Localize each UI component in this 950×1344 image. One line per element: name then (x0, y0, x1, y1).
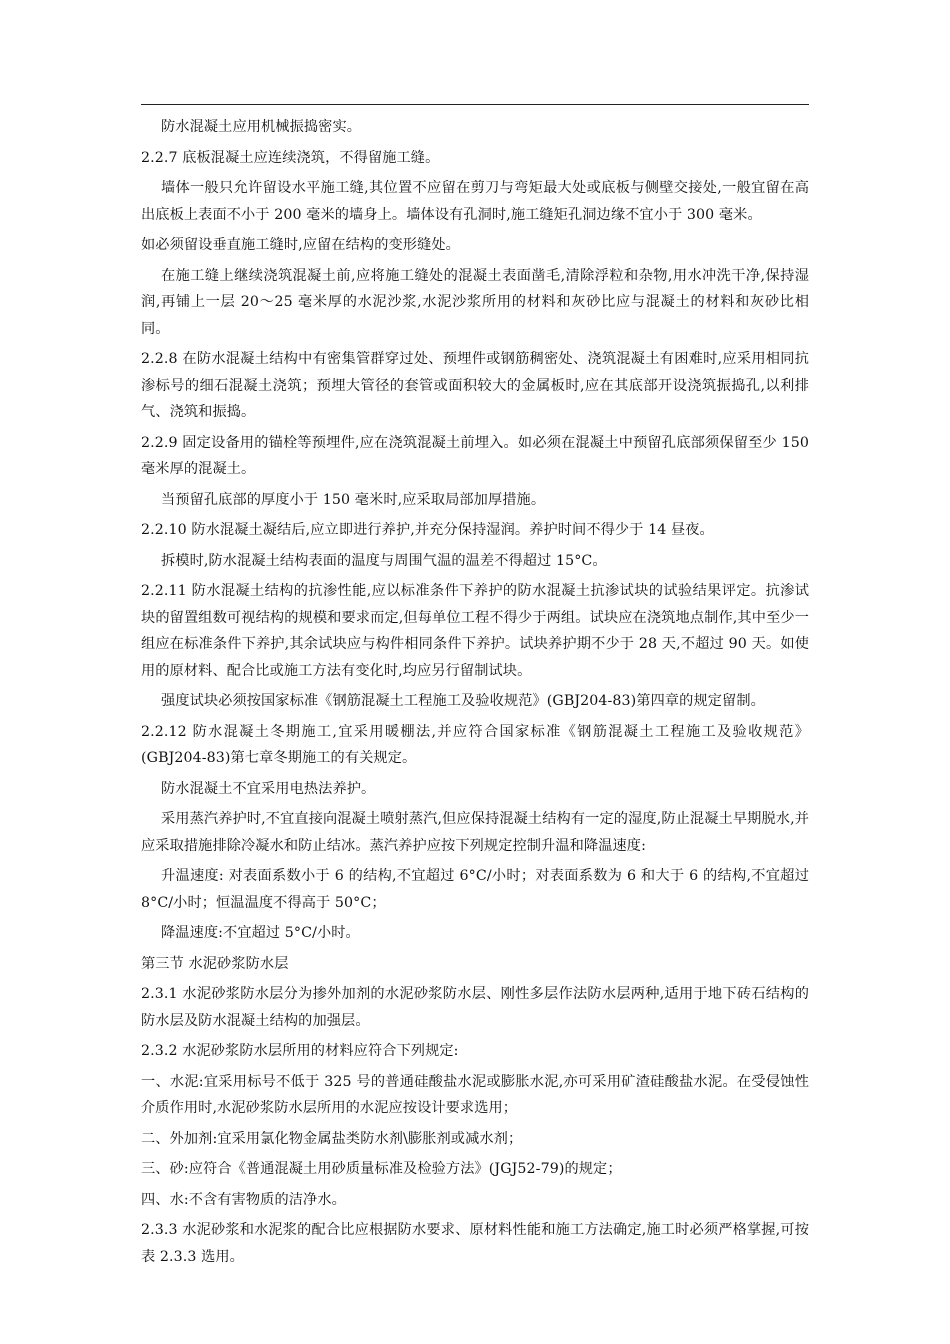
paragraph: 2.2.12 防水混凝土冬期施工,宜采用暖棚法,并应符合国家标准《钢筋混凝土工程施工及验收规范》(GBJ204-83)第七章冬期施工的有关规定。 (141, 723, 809, 766)
paragraph: 一、水泥:宜采用标号不低于 325 号的普通硅酸盐水泥或膨胀水泥,亦可采用矿渣硅酸盐水泥。在受侵蚀性介质作用时,水泥砂浆防水层所用的水泥应按设计要求选用； (141, 1073, 809, 1116)
document-body (141, 114, 809, 1274)
paragraph: 三、砂:应符合《普通混凝土用砂质量标准及检验方法》(JGJ52-79)的规定； (141, 1161, 622, 1177)
paragraph: 采用蒸汽养护时,不宜直接向混凝土喷射蒸汽,但应保持混凝土结构有一定的湿度,防止混凝土早期脱水,并应采取措施排除冷凝水和防止结冰。蒸汽养护应按下列规定控制升温和降温速度: (141, 811, 809, 854)
paragraph: 2.2.7 底板混凝土应连续浇筑，不得留施工缝。 (141, 149, 440, 166)
paragraph: 2.2.8 在防水混凝土结构中有密集管群穿过处、预埋件或钢筋稠密处、浇筑混凝土有困难时,应采用相同抗渗标号的细石混凝土浇筑；预埋大管径的套管或面积较大的金属板时,应在其底部开设浇筑振捣孔,以利排气、浇筑和振捣。 (141, 351, 809, 420)
paragraph: 墙体一般只允许留设水平施工缝,其位置不应留在剪刀与弯矩最大处或底板与侧壁交接处,一般宜留在高出底板上表面不小于 200 毫米的墙身上。墙体设有孔洞时,施工缝矩孔洞边缘不宜小于 300 毫米。 (141, 180, 809, 223)
paragraph: 降温速度:不宜超过 5°C/小时。 (161, 925, 360, 941)
paragraph: 防水混凝土不宜采用电热法养护。 (161, 780, 376, 797)
paragraph: 第三节 水泥砂浆防水层 (141, 955, 289, 972)
paragraph: 二、外加剂:宜采用氯化物金属盐类防水剂\膨胀剂或减水剂； (141, 1130, 523, 1147)
paragraph: 2.3.2 水泥砂浆防水层所用的材料应符合下列规定: (141, 1043, 459, 1059)
paragraph: 2.3.1 水泥砂浆防水层分为掺外加剂的水泥砂浆防水层、刚性多层作法防水层两种,适用于地下砖石结构的防水层及防水混凝土结构的加强层。 (141, 986, 809, 1029)
paragraph: 强度试块必须按国家标准《钢筋混凝土工程施工及验收规范》(GBJ204-83)第四章的规定留制。 (161, 693, 765, 709)
header-rule (141, 104, 809, 105)
paragraph: 2.2.9 固定设备用的锚栓等预埋件,应在浇筑混凝土前埋入。如必须在混凝土中预留孔底部须保留至少 150 毫米厚的混凝土。 (141, 434, 809, 477)
paragraph: 2.2.10 防水混凝土凝结后,应立即进行养护,并充分保持湿润。养护时间不得少于 14 昼夜。 (141, 522, 714, 538)
paragraph: 2.2.11 防水混凝土结构的抗渗性能,应以标准条件下养护的防水混凝土抗渗试块的试验结果评定。抗渗试块的留置组数可视结构的规模和要求而定,但每单位工程不得少于两组。试块应在浇筑地点制作,其中至少一组应在标准条件下养护,其余试块应与构件相同条件下养护。试块养护期不少于 28 天,不超过 90 天。如使用的原材料、配合比或施工方法有变化时,均应另行留制试块。 (141, 583, 809, 679)
paragraph: 2.3.3 水泥砂浆和水泥浆的配合比应根据防水要求、原材料性能和施工方法确定,施工时必须严格掌握,可按表 2.3.3 选用。 (141, 1222, 809, 1265)
paragraph: 升温速度: 对表面系数小于 6 的结构,不宜超过 6°C/小时；对表面系数为 6 和大于 6 的结构,不宜超过 8°C/小时；恒温温度不得高于 50°C； (141, 868, 809, 911)
paragraph: 拆模时,防水混凝土结构表面的温度与周围气温的温差不得超过 15°C。 (161, 552, 607, 569)
paragraph: 四、水:不含有害物质的洁净水。 (141, 1191, 346, 1208)
paragraph: 当预留孔底部的厚度小于 150 毫米时,应采取局部加厚措施。 (161, 491, 546, 508)
paragraph: 防水混凝土应用机械振捣密实。 (161, 119, 362, 135)
paragraph: 在施工缝上继续浇筑混凝土前,应将施工缝处的混凝土表面凿毛,清除浮粒和杂物,用水冲洗干净,保持湿润,再铺上一层 20～25 毫米厚的水泥沙浆,水泥沙浆所用的材料和灰砂比应与混凝土的材料和灰砂比相同。 (141, 267, 809, 337)
paragraph: 如必须留设垂直施工缝时,应留在结构的变形缝处。 (141, 237, 460, 253)
